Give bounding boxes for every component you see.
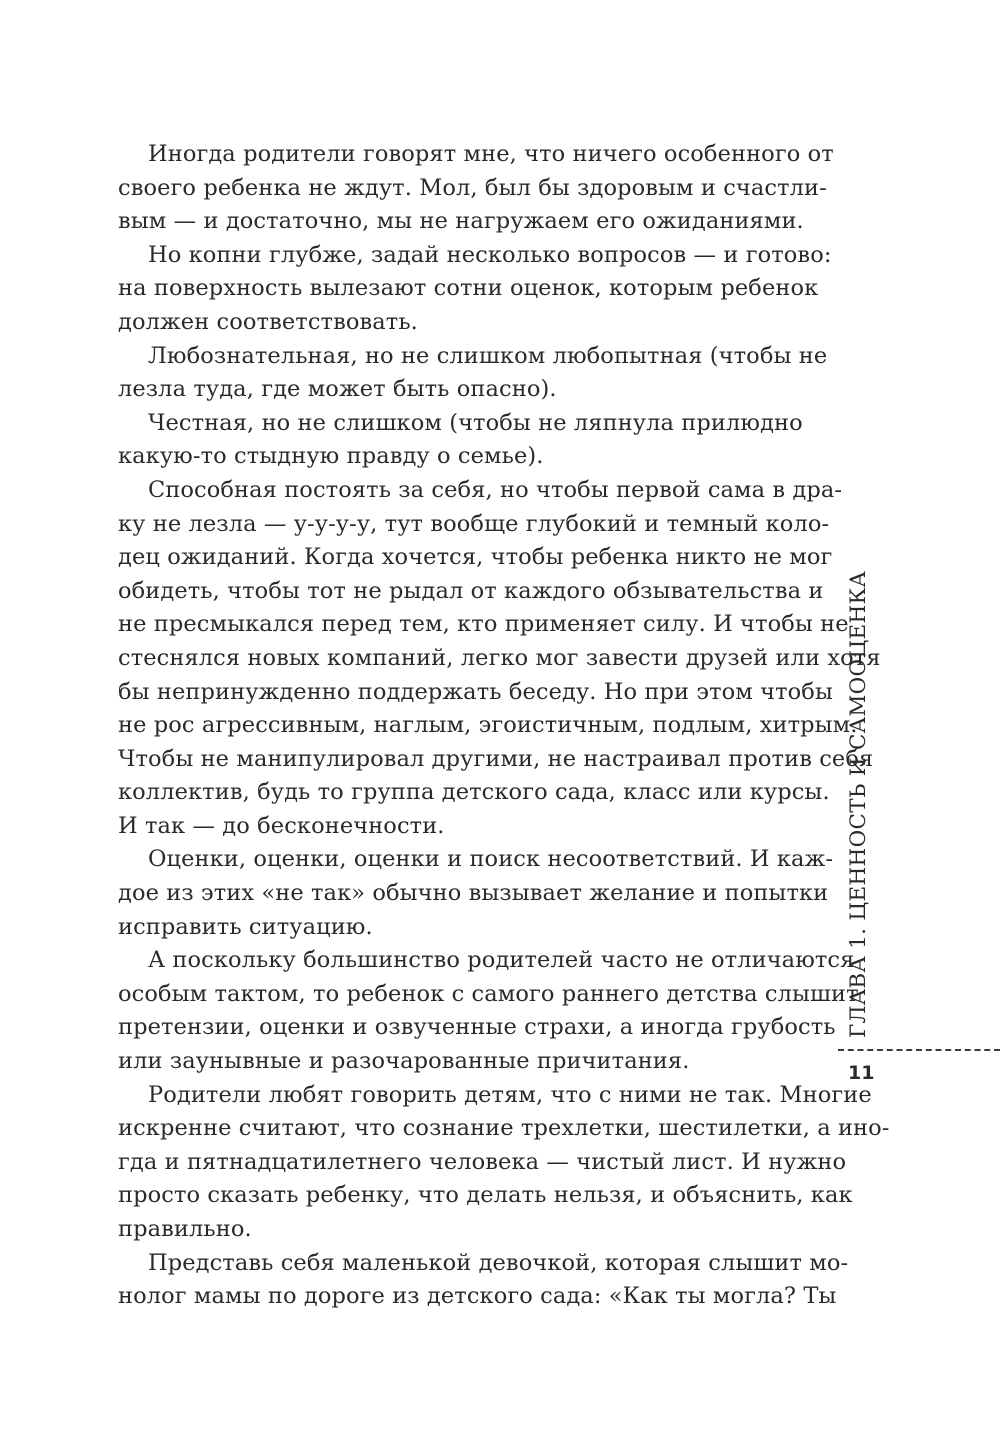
text-line: дец ожиданий. Когда хочется, чтобы ребенка никто не мог xyxy=(118,544,833,571)
text-line: гда и пятнадцатилетнего человека — чистый лист. И нужно xyxy=(118,1148,847,1175)
page-number: 11 xyxy=(848,1062,875,1084)
text-line: или заунывные и разочарованные причитания. xyxy=(118,1048,690,1075)
text-line: Способная постоять за себя, но чтобы первой сама в дра- xyxy=(148,476,843,503)
chapter-running-title: ГЛАВА 1. ЦЕННОСТЬ И САМООЦЕНКА xyxy=(846,570,871,1038)
text-line: стеснялся новых компаний, легко мог завести друзей или хотя xyxy=(118,644,881,671)
text-line: особым тактом, то ребенок с самого раннего детства слышит xyxy=(118,980,859,1007)
text-line: исправить ситуацию. xyxy=(118,913,373,940)
text-line: Чтобы не манипулировал другими, не настраивал против себя xyxy=(118,745,874,772)
text-line: на поверхность вылезают сотни оценок, которым ребенок xyxy=(118,275,819,302)
text-line: Иногда родители говорят мне, что ничего особенного от xyxy=(148,141,834,167)
text-line: искренне считают, что сознание трехлетки, шестилетки, а ино- xyxy=(118,1115,890,1142)
text-line: не рос агрессивным, наглым, эгоистичным, подлым, хитрым. xyxy=(118,712,858,739)
text-line: какую-то стыдную правду о семье). xyxy=(118,443,544,470)
text-line: коллектив, будь то группа детского сада, класс или курсы. xyxy=(118,779,830,806)
text-line: своего ребенка не ждут. Мол, был бы здоровым и счастли- xyxy=(118,174,827,201)
text-line: вым — и достаточно, мы не нагружаем его ожиданиями. xyxy=(118,208,804,235)
text-line: обидеть, чтобы тот не рыдал от каждого обзывательства и xyxy=(118,577,824,604)
text-line: Представь себя маленькой девочкой, которая слышит мо- xyxy=(148,1249,849,1276)
dashed-divider xyxy=(838,1049,1000,1051)
text-line: Родители любят говорить детям, что с ними не так. Многие xyxy=(148,1081,872,1108)
text-line: правильно. xyxy=(118,1216,252,1242)
text-line: бы непринужденно поддержать беседу. Но при этом чтобы xyxy=(118,678,833,705)
text-line: ку не лезла — у-у-у-у, тут вообще глубокий и темный коло- xyxy=(118,510,830,537)
text-line: Любознательная, но не слишком любопытная (чтобы не xyxy=(148,342,828,369)
text-line: лезла туда, где может быть опасно). xyxy=(118,376,557,403)
text-line: А поскольку большинство родителей часто не отличаются xyxy=(148,947,855,974)
text-line: Оценки, оценки, оценки и поиск несоответствий. И каж- xyxy=(148,846,834,873)
text-line: должен соответствовать. xyxy=(118,308,418,335)
text-line: Но копни глубже, задай несколько вопросов — и готово: xyxy=(148,241,832,268)
text-line: Честная, но не слишком (чтобы не ляпнула прилюдно xyxy=(148,409,803,436)
text-line: претензии, оценки и озвученные страхи, а иногда грубость xyxy=(118,1014,836,1041)
text-line: И так — до бесконечности. xyxy=(118,812,445,839)
text-line: просто сказать ребенку, что делать нельзя, и объяснить, как xyxy=(118,1182,853,1209)
text-line: нолог мамы по дороге из детского сада: «Как ты могла? Ты xyxy=(118,1283,837,1310)
text-line: дое из этих «не так» обычно вызывает желание и попытки xyxy=(118,880,829,907)
text-line: не пресмыкался перед тем, кто применяет силу. И чтобы не xyxy=(118,611,849,638)
